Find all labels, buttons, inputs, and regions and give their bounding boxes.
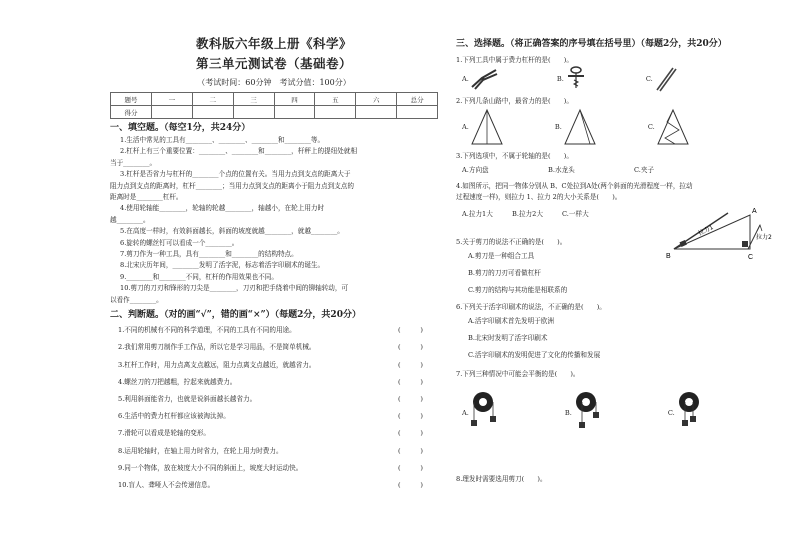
tweezers-icon (653, 66, 681, 92)
option-label: B. (556, 75, 564, 83)
option-label: A. (462, 75, 469, 83)
option-label: C. (645, 75, 653, 83)
option-label: B. (554, 123, 562, 131)
section3-heading: 三、选择题。（将正确答案的序号填在括号里）（每题2分，共20分） (456, 39, 727, 49)
answer-paren: ( ) (398, 343, 423, 352)
option: A.活字印刷术首先发明于欧洲 (468, 317, 554, 325)
pliers-icon (469, 67, 499, 91)
question-8: 8.理发时需要选用剪刀( )。 (456, 475, 547, 483)
fill-line: 9.________和________不同，杠杆的作用效果也不同。 (120, 272, 278, 281)
judge-item (110, 339, 438, 356)
score-blank (315, 106, 356, 119)
fill-line: 距离时是________杠杆。 (110, 193, 183, 202)
option-label: C. (667, 409, 675, 417)
answer-paren: ( ) (398, 412, 423, 421)
answer-paren: ( ) (398, 394, 423, 403)
judge-text: 4.螺丝刀的刀把越粗，拧起来就越费力。 (118, 377, 237, 386)
score-cell: 五 (315, 93, 356, 106)
judge-item (110, 374, 438, 391)
fill-line: 7.剪刀作为一种工具，具有________和________的结构特点。 (120, 250, 298, 259)
score-cell: 六 (356, 93, 397, 106)
left-column (110, 36, 438, 494)
wheel-axle-a-icon (469, 390, 501, 436)
judge-text: 8.运用轮轴时，在轴上用力时省力，在轮上用力时费力。 (118, 446, 283, 455)
fill-line: 越________。 (110, 215, 150, 224)
answer-paren: ( ) (398, 463, 423, 472)
score-blank (192, 106, 233, 119)
point-b-label: B (666, 253, 671, 260)
question-7: 7.下列三种情况中可能会平衡的是( )。 (456, 370, 580, 378)
judge-item (110, 425, 438, 442)
corkscrew-icon (564, 66, 588, 92)
question-7-images (456, 388, 776, 438)
section1-body (110, 135, 438, 306)
judge-text: 10.盲人、聋哑人不会传递信息。 (118, 480, 215, 489)
option-label: A. (462, 409, 469, 417)
score-table (110, 92, 438, 119)
score-table-score-row (111, 106, 438, 119)
question-1: 1.下列工具中属于费力杠杆的是( )。 (456, 56, 573, 64)
judge-item (110, 391, 438, 408)
judge-item (110, 443, 438, 460)
score-blank (151, 106, 192, 119)
judge-item (110, 357, 438, 374)
score-cell: 二 (192, 93, 233, 106)
score-blank (233, 106, 274, 119)
fill-line: 8.北宋庆历年间，________发明了活字泥，标志着活字印刷术的诞生。 (120, 261, 325, 270)
right-column (456, 36, 776, 485)
incline-diagram (664, 203, 770, 263)
answer-paren: ( ) (398, 360, 423, 369)
page-subtitle: 第三单元测试卷（基础卷） (195, 56, 352, 71)
fill-line: 5.在高度一样时，有效斜面越长，斜面的坡度就越________，就越________。 (120, 227, 344, 236)
fill-line: 阻力点到支点的距离时，杠杆________；当用力点到支点的距离小于阻力点到支点的 (110, 181, 354, 190)
score-cell: 一 (151, 93, 192, 106)
wheel-axle-c-icon (675, 390, 707, 436)
option: C.一样大 (562, 210, 589, 218)
answer-paren: ( ) (398, 326, 423, 335)
option: A.拉力1大 (462, 210, 493, 218)
fill-line: 4.使用轮轴能________，轮轴的轮越________，轴越小，在轮上用力时 (120, 204, 325, 213)
judge-text: 5.利用斜面能省力，也就是说斜面越长越省力。 (118, 394, 257, 403)
mountain-path-b-icon (562, 108, 598, 146)
judge-text: 7.滑轮可以看成是轮轴的变形。 (118, 429, 211, 438)
section2-heading: 二、判断题。（对的画“√”，错的画“×”）（每题2分，共20分） (110, 310, 361, 321)
option: B.北宋时发明了活字印刷术 (468, 334, 548, 342)
option: B.水龙头 (548, 166, 575, 174)
score-cell: 四 (274, 93, 315, 106)
judge-item (110, 477, 438, 494)
fill-line: 1.生活中常见的工具有________、________、________和________等。 (120, 136, 325, 144)
score-cell: 得分 (111, 106, 152, 119)
point-c-label: C (748, 254, 754, 261)
question-2: 2.下列几条山路中，最省力的是( )。 (456, 97, 573, 105)
fill-line: 3.杠杆是否省力与杠杆的________个点的位置有关。当用力点到支点的距离大于 (120, 170, 351, 179)
score-cell: 总分 (397, 93, 438, 106)
option: C.夹子 (634, 166, 655, 174)
fill-line: 6.旋转的螺丝钉可以看成一个________。 (120, 238, 239, 247)
force1-label: 拉力1 (697, 223, 715, 238)
wheel-axle-b-icon (572, 390, 604, 436)
question-1-images (456, 66, 776, 92)
judge-text: 9.同一个物体，放在坡度大小不同的斜面上，坡度大时运动快。 (118, 463, 303, 472)
answer-paren: ( ) (398, 480, 423, 489)
question-6: 6.下列关于活字印刷术的说法，不正确的是( )。 (456, 303, 606, 311)
fill-line: 10.剪刀的刀刃和锋形的刀尖是________，刀刃和把手绕着中间的铆轴转动，可 (120, 284, 349, 293)
option: B.剪刀的刀刃可看做杠杆 (468, 269, 541, 277)
option-label: B. (564, 409, 572, 417)
fill-line: 以看作________。 (110, 295, 163, 304)
option: B.拉力2大 (512, 210, 543, 218)
judge-text: 6.生活中的费力杠杆都应该被淘汰掉。 (118, 412, 230, 421)
judge-text: 3.杠杆工作时，用力点离支点越远，阻力点离支点越近，就越省力。 (118, 360, 316, 369)
option: C.活字印刷术的发明促进了文化的传播和发展 (468, 351, 601, 359)
point-a-label: A (752, 208, 757, 215)
option-label: C. (647, 123, 655, 131)
judge-item (110, 408, 438, 425)
answer-paren: ( ) (398, 377, 423, 386)
judge-text: 2.我们常用剪刀制作手工作品，所以它是学习用品，不是简单机械。 (118, 343, 316, 352)
question-4-block (456, 203, 776, 267)
answer-paren: ( ) (398, 429, 423, 438)
answer-paren: ( ) (398, 446, 423, 455)
score-blank (356, 106, 397, 119)
mountain-path-c-icon (655, 108, 691, 146)
question-4-options (456, 209, 589, 220)
score-cell: 题号 (111, 93, 152, 106)
section1-heading: 一、填空题。（每空1分，共24分） (110, 123, 251, 133)
section2-body (110, 322, 438, 494)
option-label: A. (462, 123, 469, 131)
judge-item (110, 460, 438, 477)
option: A.剪刀是一种组合工具 (468, 252, 535, 260)
exam-info: （考试时间：60分钟 考试分值：100分） (197, 78, 351, 87)
score-blank (274, 106, 315, 119)
fill-line: 2.杠杆上有三个重要位置：________、________和________，杆秤上的提纽处就相 (120, 147, 358, 156)
question-2-images (456, 107, 776, 147)
page-title: 教科版六年级上册《科学》 (195, 36, 352, 51)
question-5: 5.关于剪刀的说法不正确的是( )。 (456, 238, 567, 246)
option: A.方向盘 (462, 166, 489, 174)
question-4-line-1: 4.如图所示，把同一物体分别从 B、C处拉到A处(两个斜面的光滑程度一样，拉动 (456, 182, 693, 190)
score-blank (397, 106, 438, 119)
score-table-header-row (111, 93, 438, 106)
question-4-line-2: 过程速度一样)，则拉力 1、拉力 2的大小关系是( )。 (456, 193, 622, 201)
judge-item (110, 322, 438, 339)
option: C.剪刀的结构与其功能是相联系的 (468, 286, 568, 294)
force2-label: 拉力2 (756, 234, 772, 241)
question-3-options (456, 165, 776, 176)
mountain-path-a-icon (469, 108, 505, 146)
judge-text: 1.不同的机械有不同的科学道理，不同的工具有不同的用途。 (118, 326, 296, 335)
fill-line: 当于________。 (110, 158, 157, 167)
question-3: 3.下列选项中，不属于轮轴的是( )。 (456, 152, 573, 160)
score-cell: 三 (233, 93, 274, 106)
